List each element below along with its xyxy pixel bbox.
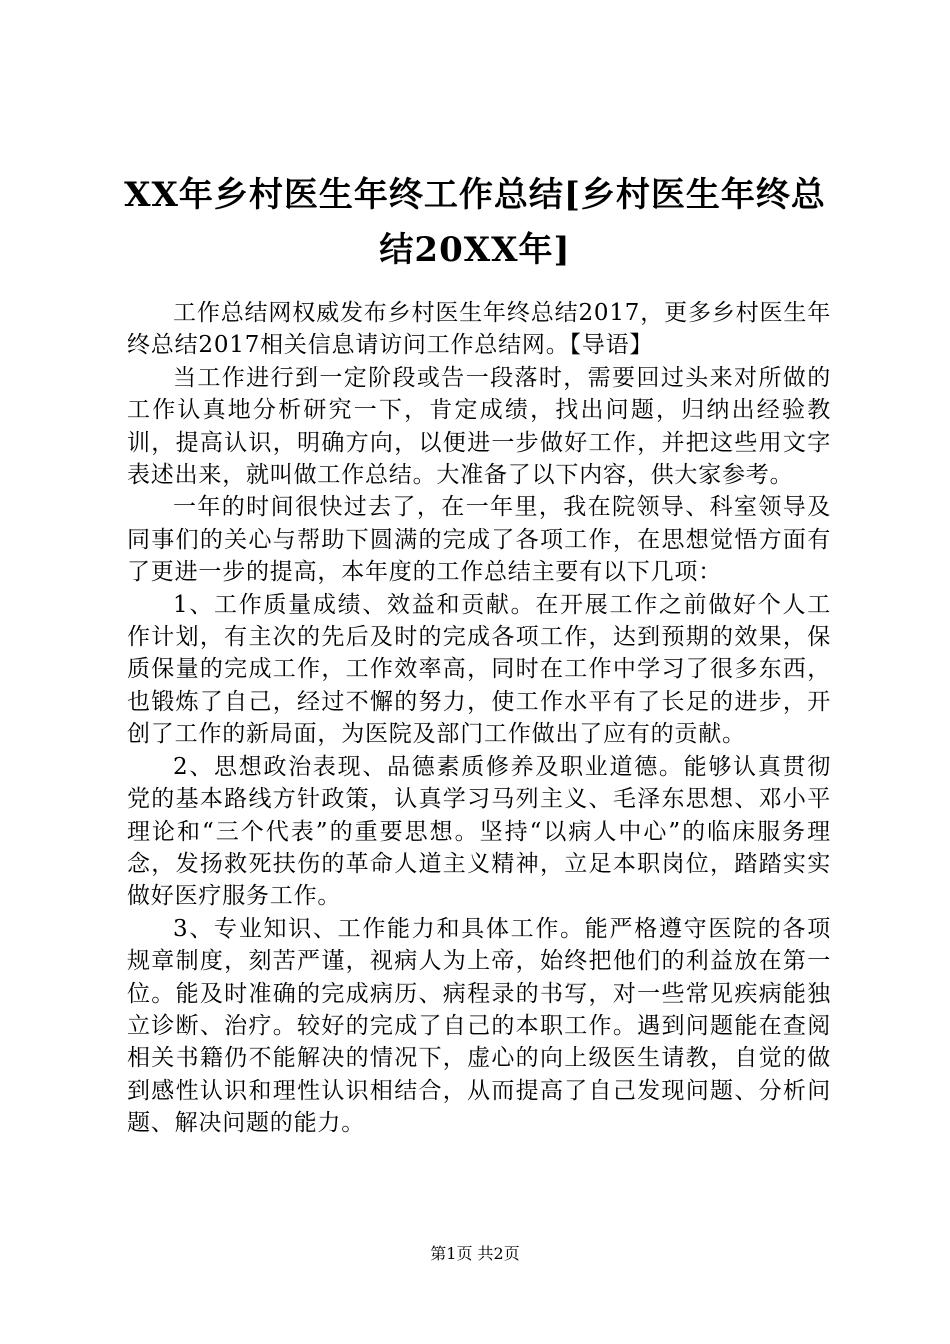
document-body bbox=[127, 297, 831, 1140]
document-title: XX年乡村医生年终工作总结[乡村医生年终总结20XX年] bbox=[124, 175, 826, 270]
paragraph-overview: 一年的时间很快过去了，在一年里，我在院领导、科室领导及同事们的关心与帮助下圆满的完成了各项工作，在思想觉悟方面有了更进一步的提高，本年度的工作总结主要有以下几项： bbox=[127, 494, 831, 586]
paragraph-intro: 工作总结网权威发布乡村医生年终总结2017，更多乡村医生年终总结2017相关信息请访问工作总结网。【导语】 bbox=[127, 300, 831, 359]
paragraph-item-2: 2、思想政治表现、品德素质修养及职业道德。能够认真贯彻党的基本路线方针政策，认真学习马列主义、毛泽东思想、邓小平理论和“三个代表”的重要思想。坚持“以病人中心”的临床服务理念，发扬救死扶伤的革命人道主义精神，立足本职岗位，踏踏实实做好医疗服务工作。 bbox=[127, 753, 831, 910]
paragraph-item-3: 3、专业知识、工作能力和具体工作。能严格遵守医院的各项规章制度，刻苦严谨，视病人为上帝，始终把他们的利益放在第一位。能及时准确的完成病历、病程录的书写，对一些常见疾病能独立诊断、治疗。较好的完成了自己的本职工作。遇到问题能在查阅相关书籍仍不能解决的情况下，虚心的向上级医生请教，自觉的做到感性认识和理性认识相结合，从而提高了自己发现问题、分析问题、解决问题的能力。 bbox=[127, 915, 831, 1137]
paragraph-preface: 当工作进行到一定阶段或告一段落时，需要回过头来对所做的工作认真地分析研究一下，肯定成绩，找出问题，归纳出经验教训，提高认识，明确方向，以便进一步做好工作，并把这些用文字表述出来，就叫做工作总结。大准备了以下内容，供大家参考。 bbox=[127, 364, 831, 489]
paragraph-item-1: 1、工作质量成绩、效益和贡献。在开展工作之前做好个人工作计划，有主次的先后及时的完成各项工作，达到预期的效果，保质保量的完成工作，工作效率高，同时在工作中学习了很多东西，也锻炼了自己，经过不懈的努力，使工作水平有了长足的进步，开创了工作的新局面，为医院及部门工作做出了应有的贡献。 bbox=[127, 591, 831, 748]
page-number-footer: 第1页 共2页 bbox=[430, 1244, 520, 1263]
